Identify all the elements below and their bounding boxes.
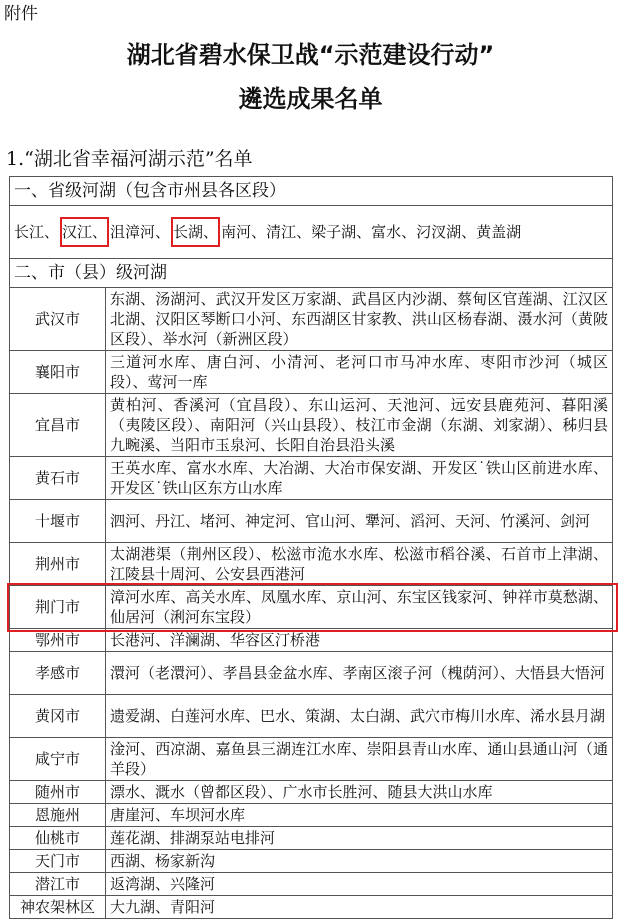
section-title: 1.“湖北省幸福河湖示范”名单 [6,148,253,170]
table-row [10,394,613,457]
table-row [10,288,613,351]
table-row [10,873,613,896]
provincial-items-cell [10,206,613,259]
city-items-cell: 莲花湖、排湖泵站电排河 [106,827,613,850]
city-name-cell: 襄阳市 [10,351,106,394]
table-row [10,738,613,781]
city-name-cell: 天门市 [10,850,106,873]
table-row [10,652,613,695]
table-row [10,804,613,827]
category-provincial-heading: 一、省级河湖（包含市州县各区段） [10,177,613,206]
city-items-cell: 王英水库、富水水库、大冶湖、大冶市保安湖、开发区˙铁山区前进水库、开发区˙铁山区东方山水库 [106,457,613,500]
city-name-cell: 荆门市 [10,586,106,629]
city-name-cell: 黄冈市 [10,695,106,738]
city-items-cell: 东湖、汤湖河、武汉开发区万家湖、武昌区内沙湖、蔡甸区官莲湖、江汉区北湖、汉阳区琴断口小河、东西湖区甘家教、洪山区杨春湖、滠水河（黄陂区段）、举水河（新洲区段） [106,288,613,351]
table-row [10,586,613,629]
city-name-cell: 咸宁市 [10,738,106,781]
table-row [10,500,613,543]
provincial-item: 南河、清江、梁子湖、富水、汈汊湖、黄盖湖 [221,223,522,241]
city-items-cell: 淦河、西凉湖、嘉鱼县三湖连江水库、崇阳县青山水库、通山县通山河（通羊段） [106,738,613,781]
table-row [10,781,613,804]
city-items-cell: 太湖港渠（荆州区段）、松滋市洈水水库、松滋市稻谷溪、石首市上津湖、江陵县十周河、公安县西港河 [106,543,613,586]
page-title-line2: 遴选成果名单 [238,85,383,113]
city-items-cell: 长港河、洋澜湖、华容区汀桥港 [106,629,613,652]
city-name-cell: 恩施州 [10,804,106,827]
table-row [10,629,613,652]
city-name-cell: 黄石市 [10,457,106,500]
city-items-cell: 漳河水库、高关水库、凤凰水库、京山河、东宝区钱家河、钟祥市莫愁湖、仙居河（浰河东宝段） [106,586,613,629]
city-items-cell: 泗河、丹江、堵河、神定河、官山河、犟河、滔河、天河、竹溪河、剑河 [106,500,613,543]
table-row [10,543,613,586]
city-name-cell: 孝感市 [10,652,106,695]
provincial-item: 长江、 [14,223,60,241]
city-name-cell: 仙桃市 [10,827,106,850]
table-row [10,827,613,850]
provincial-item-highlighted: 长湖、 [171,217,220,247]
city-items-cell: 漂水、溉水（曾都区段）、广水市长胜河、随县大洪山水库 [106,781,613,804]
table-row [10,896,613,919]
city-items-cell: 返湾湖、兴隆河 [106,873,613,896]
category-city-heading: 二、市（县）级河湖 [10,259,613,288]
provincial-item-highlighted: 汉江、 [60,217,109,247]
city-items-cell: 遗爱湖、白莲河水库、巴水、策湖、太白湖、武穴市梅川水库、浠水县月湖 [106,695,613,738]
city-name-cell: 潜江市 [10,873,106,896]
city-items-cell: 西湖、杨家新沟 [106,850,613,873]
city-items-cell: 黄柏河、香溪河（宜昌段）、东山运河、天池河、远安县鹿苑河、暮阳溪（夷陵区段）、南阳河（兴山县段）、枝江市金湖（东湖、刘家湖）、秭归县九畹溪、当阳市玉泉河、长阳自治县沿头溪 [106,394,613,457]
city-name-cell: 鄂州市 [10,629,106,652]
city-name-cell: 荆州市 [10,543,106,586]
city-name-cell: 神农架林区 [10,896,106,919]
attachment-label: 附件 [4,4,38,24]
table-row [10,351,613,394]
table-row [10,457,613,500]
city-name-cell: 武汉市 [10,288,106,351]
city-items-cell: 大九湖、青阳河 [106,896,613,919]
city-items-cell: 三道河水库、唐白河、小清河、老河口市马冲水库、枣阳市沙河（城区段）、莺河一库 [106,351,613,394]
river-lake-list-table [9,176,613,919]
city-name-cell: 随州市 [10,781,106,804]
provincial-item: 沮漳河、 [110,223,171,241]
city-name-cell: 宜昌市 [10,394,106,457]
city-items-cell: 澴河（老澴河）、孝昌县金盆水库、孝南区滚子河（槐荫河）、大悟县大悟河 [106,652,613,695]
table-row [10,695,613,738]
city-items-cell: 唐崖河、车坝河水库 [106,804,613,827]
city-name-cell: 十堰市 [10,500,106,543]
table-row [10,850,613,873]
page-title-line1: 湖北省碧水保卫战“示范建设行动” [126,41,495,69]
